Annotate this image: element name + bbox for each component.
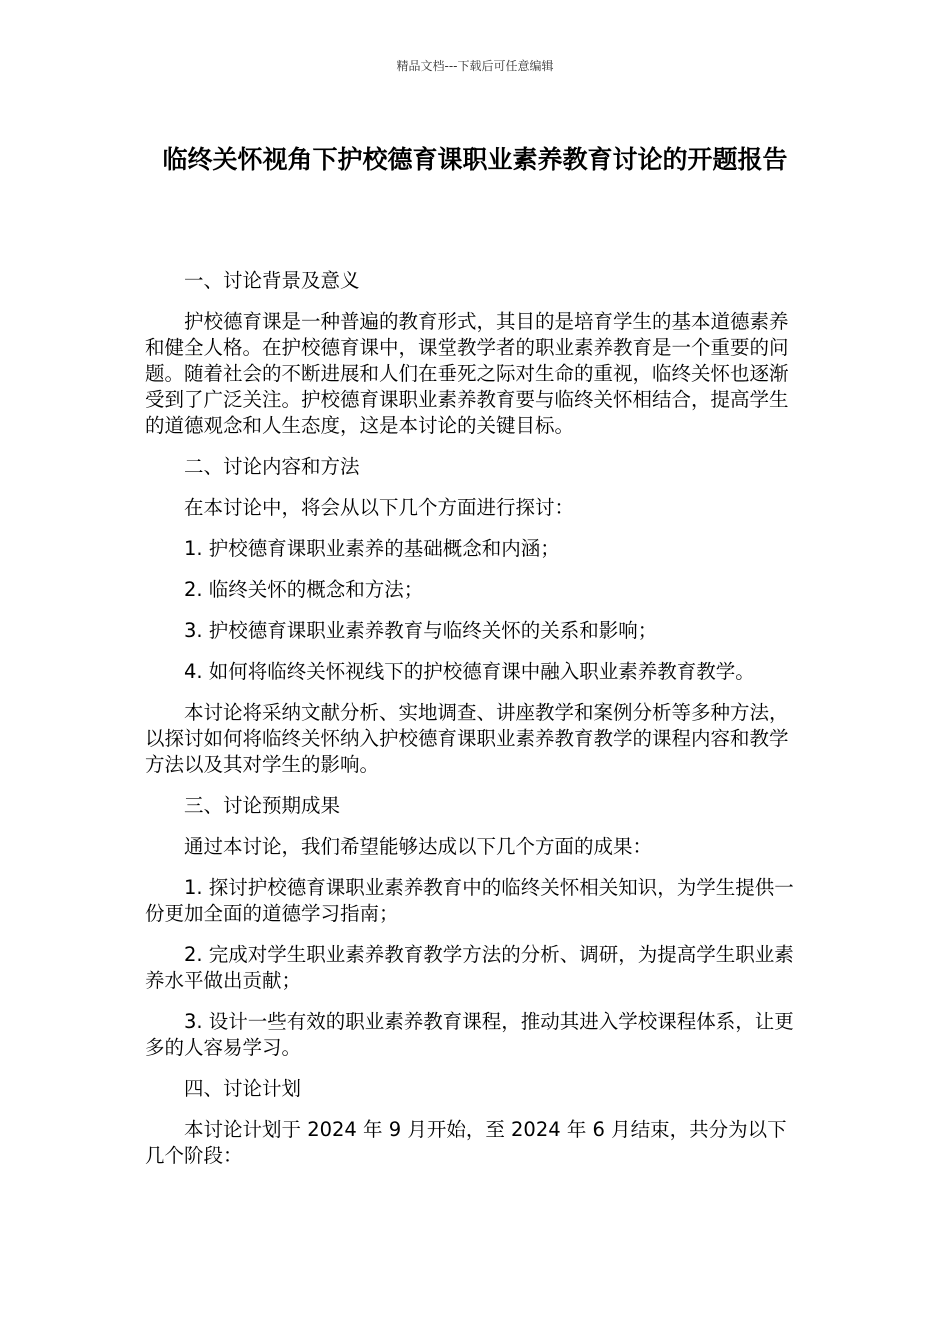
document-title: 临终关怀视角下护校德育课职业素养教育讨论的开题报告 (162, 145, 788, 174)
paragraph-results-intro: 通过本讨论，我们希望能够达成以下几个方面的成果： (184, 835, 653, 858)
paragraph-content-intro: 在本讨论中，将会从以下几个方面进行探讨： (184, 496, 575, 519)
list-item-content-2: 2. 临终关怀的概念和方法； (184, 578, 424, 601)
document-body (145, 268, 805, 1184)
list-item-content-4: 4. 如何将临终关怀视线下的护校德育课中融入职业素养教育教学。 (184, 660, 755, 683)
paragraph-method: 本讨论将采纳文献分析、实地调查、讲座教学和案例分析等多种方法，以探讨如何将临终关怀纳入护校德育课职业素养教育教学的课程内容和教学方法以及其对学生的影响。 (145, 701, 789, 776)
list-item-result-3: 3. 设计一些有效的职业素养教育课程，推动其进入学校课程体系，让更多的人容易学习。 (145, 1010, 794, 1059)
section-heading-expected-results: 三、讨论预期成果 (184, 794, 341, 817)
section-heading-plan: 四、讨论计划 (184, 1077, 302, 1100)
list-item-result-2: 2. 完成对学生职业素养教育教学方法的分析、调研，为提高学生职业素养水平做出贡献； (145, 943, 794, 992)
header-note: 精品文档---下载后可任意编辑 (396, 59, 554, 73)
paragraph-plan: 本讨论计划于 2024 年 9 月开始，至 2024 年 6 月结束，共分为以下几个阶段： (145, 1118, 787, 1167)
section-heading-content-method: 二、讨论内容和方法 (184, 455, 360, 478)
paragraph-background: 护校德育课是一种普遍的教育形式，其目的是培育学生的基本道德素养和健全人格。在护校德育课中，课堂教学者的职业素养教育是一个重要的问题。随着社会的不断进展和人们在垂死之际对生命的重视，临终关怀也逐渐受到了广泛关注。护校德育课职业素养教育要与临终关怀相结合，提高学生的道德观念和人生态度，这是本讨论的关键目标。 (145, 310, 789, 437)
section-heading-background: 一、讨论背景及意义 (184, 269, 360, 292)
list-item-content-1: 1. 护校德育课职业素养的基础概念和内涵； (184, 537, 560, 560)
list-item-content-3: 3. 护校德育课职业素养教育与临终关怀的关系和影响； (184, 619, 658, 642)
list-item-result-1: 1. 探讨护校德育课职业素养教育中的临终关怀相关知识，为学生提供一份更加全面的道德学习指南； (145, 876, 794, 925)
